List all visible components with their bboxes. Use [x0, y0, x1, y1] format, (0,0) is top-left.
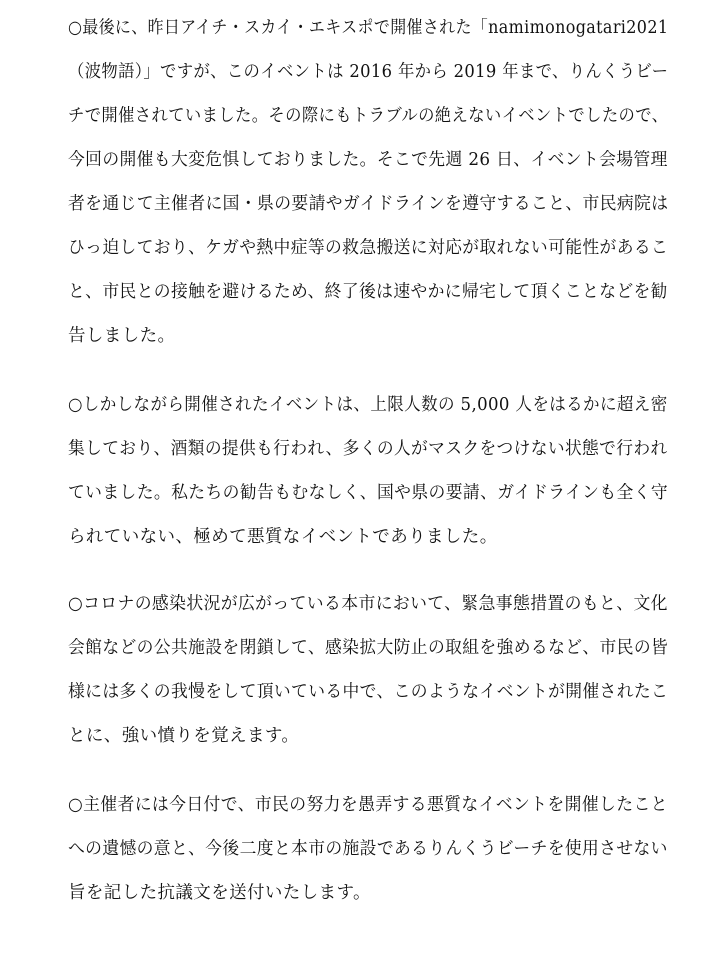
paragraph-line: ○しかしながら開催されたイベントは、上限人数の 5,000 人をはるかに超え密: [68, 395, 668, 415]
paragraph-line: ○最後に、昨日アイチ・スカイ・エキスポで開催された「namimonogatari2021: [68, 18, 669, 38]
paragraph-line: 者を通じて主催者に国・県の要請やガイドラインを遵守すること、市民病院は: [68, 194, 669, 214]
paragraph-line: 会館などの公共施設を閉鎖して、感染拡大防止の取組を強めるなど、市民の皆: [68, 638, 669, 658]
paragraph-line: への遺憾の意と、今後二度と本市の施設であるりんくうビーチを使用させない: [68, 839, 668, 859]
paragraph-line: チで開催されていました。その際にもトラブルの絶えないイベントでしたので、: [68, 106, 669, 126]
paragraph-line: 旨を記した抗議文を送付いたします。: [68, 883, 371, 903]
paragraph-line: と、市民との接触を避けるため、終了後は速やかに帰宅して頂くことなどを勧: [68, 282, 668, 302]
paragraph-line: ○主催者には今日付で、市民の努力を愚弄する悪質なイベントを開催したこと: [68, 795, 668, 815]
paragraph-line: （波物語）」ですが、このイベントは 2016 年から 2019 年まで、りんくうビー: [68, 62, 669, 82]
paragraph-line: 集しており、酒類の提供も行われ、多くの人がマスクをつけない状態で行われ: [68, 439, 668, 459]
paragraph-line: ○コロナの感染状況が広がっている本市において、緊急事態措置のもと、文化: [68, 594, 668, 614]
paragraph-line: られていない、極めて悪質なイベントでありました。: [68, 527, 498, 547]
paragraph-line: 今回の開催も大変危惧しておりました。そこで先週 26 日、イベント会場管理: [68, 150, 668, 170]
paragraph-line: とに、強い憤りを覚えます。: [68, 726, 300, 746]
paragraph-line: ていました。私たちの勧告もむなしく、国や県の要請、ガイドラインも全く守: [68, 483, 669, 503]
paragraph-line: ひっ迫しており、ケガや熱中症等の救急搬送に対応が取れない可能性があるこ: [68, 238, 669, 258]
paragraph-line: 告しました。: [68, 326, 176, 346]
paragraph-line: 様には多くの我慢をして頂いている中で、このようなイベントが開催されたこ: [68, 682, 669, 702]
